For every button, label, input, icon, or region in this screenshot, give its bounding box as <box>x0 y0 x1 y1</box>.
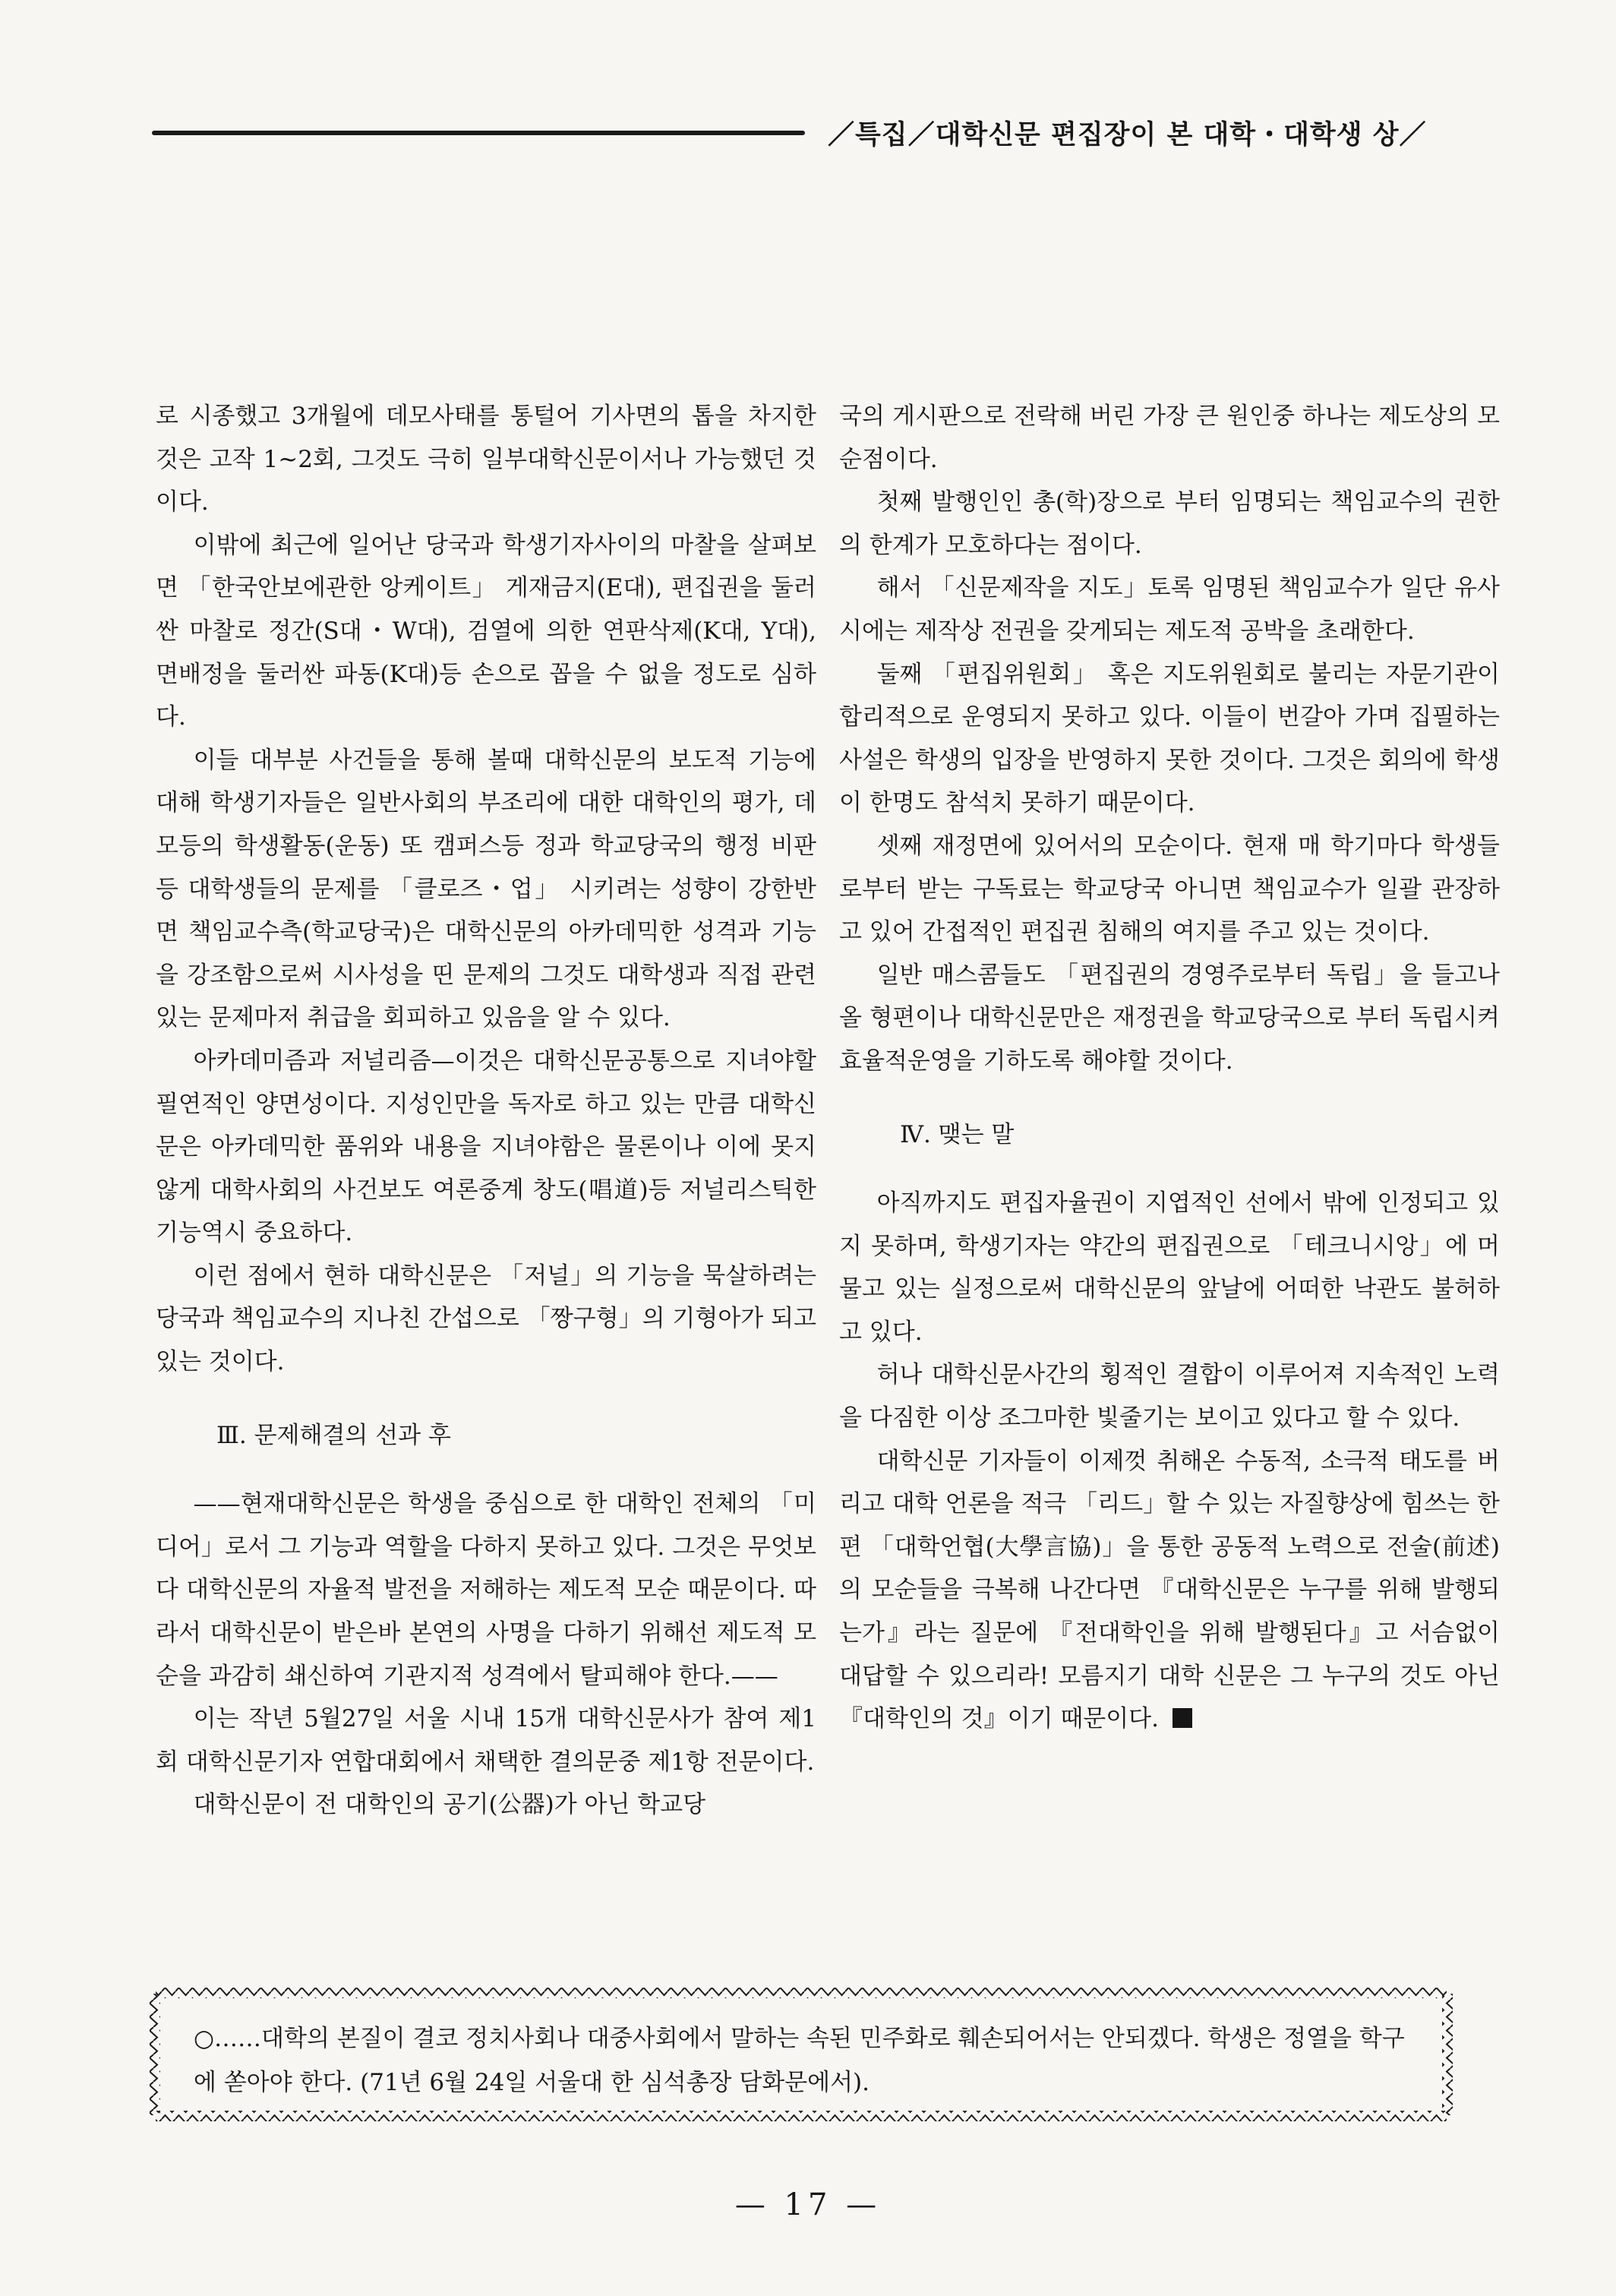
paragraph: 이들 대부분 사건들을 통해 볼때 대학신문의 보도적 기능에 대해 학생기자들은 일반사회의 부조리에 대한 대학인의 평가, 데모등의 학생활동(운동) 또 캠퍼스등 정과 학교당국의 행정 비판등 대학생들의 문제를 「클로즈・업」 시키려는 성향이 강한반면 책임교수측(학교당국)은 대학신문의 아카데믹한 성격과 기능을 강조함으로써 시사성을 띤 문제의 그것도 대학생과 직접 관련있는 문제마저 취급을 회피하고 있음을 알 수 있다. <box>156 746 816 1032</box>
final-text: 대학신문 기자들이 이제껏 취해온 수동적, 소극적 태도를 버리고 대학 언론을 적극 「리드」할 수 있는 자질향상에 힘쓰는 한편 「대학언협(大學言協)」을 통한 공동적 노력으로 전술(前述)의 모순들을 극복해 나간다면 『대학신문은 누구를 위해 발행되는가』라는 질문에 『전대학인을 위해 발행된다』고 서슴없이 대답할 수 있으리라! 모름지기 대학 신문은 그 누구의 것도 아닌『대학인의 것』이기 때문이다. <box>839 1447 1500 1733</box>
header-rule <box>152 131 805 135</box>
paragraph: 둘째 「편집위원회」 혹은 지도위원회로 불리는 자문기관이 합리적으로 운영되지 못하고 있다. 이들이 번갈아 가며 집필하는 사설은 학생의 입장을 반영하지 못한 것이다. 그것은 회의에 학생이 한명도 참석치 못하기 때문이다. <box>839 660 1500 817</box>
section-heading-4: Ⅳ. 맺는 말 <box>900 1120 1015 1148</box>
paragraph: 셋째 재정면에 있어서의 모순이다. 현재 매 학기마다 학생들로부터 받는 구독료는 학교당국 아니면 책임교수가 일괄 관장하고 있어 간접적인 편집권 침해의 여지를 주고 있는 것이다. <box>839 832 1500 946</box>
left-column <box>156 395 816 1827</box>
page-header <box>152 114 1458 159</box>
quote-text: ○……대학의 본질이 결코 정치사회나 대중사회에서 말하는 속된 민주화로 훼손되어서는 안되겠다. 학생은 정열을 학구에 쏟아야 한다. (71년 6월 24일 서울대 한 심석총장 담화문에서). <box>194 2025 1405 2096</box>
quote-box <box>148 1986 1454 2123</box>
paragraph: 허나 대학신문사간의 횡적인 결합이 이루어져 지속적인 노력을 다짐한 이상 조그마한 빛줄기는 보이고 있다고 할 수 있다. <box>839 1361 1500 1432</box>
paragraph: 이런 점에서 현하 대학신문은 「저널」의 기능을 묵살하려는 당국과 책임교수의 지나친 간섭으로 「짱구형」의 기형아가 되고 있는 것이다. <box>156 1262 816 1376</box>
paragraph: ——현재대학신문은 학생을 중심으로 한 대학인 전체의 「미디어」로서 그 기능과 역할을 다하지 못하고 있다. 그것은 무엇보다 대학신문의 자율적 발전을 저해하는 제도적 모순 때문이다. 따라서 대학신문이 받은바 본연의 사명을 다하기 위해선 제도적 모순을 과감히 쇄신하여 기관지적 성격에서 탈피해야 한다.—— <box>156 1490 816 1690</box>
paragraph: 이밖에 최근에 일어난 당국과 학생기자사이의 마찰을 살펴보면 「한국안보에관한 앙케이트」 게재금지(E대), 편집권을 둘러싼 마찰로 정간(S대・W대), 검열에 의한 연판삭제(K대, Y대), 면배정을 둘러싼 파동(K대)등 손으로 꼽을 수 없을 정도로 심하다. <box>156 531 816 731</box>
paragraph: 아직까지도 편집자율권이 지엽적인 선에서 밖에 인정되고 있지 못하며, 학생기자는 약간의 편집권으로 「테크니시앙」에 머물고 있는 실정으로써 대학신문의 앞날에 어떠한 낙관도 불허하고 있다. <box>839 1189 1500 1346</box>
paragraph: 아카데미즘과 저널리즘—이것은 대학신문공통으로 지녀야할 필연적인 양면성이다. 지성인만을 독자로 하고 있는 만큼 대학신문은 아카데믹한 품위와 내용을 지녀야함은 물론이나 이에 못지않게 대학사회의 사건보도 여론중계 창도(唱道)등 저널리스틱한 기능역시 중요하다. <box>156 1047 816 1247</box>
section-heading-3: Ⅲ. 문제해결의 선과 후 <box>216 1421 451 1449</box>
right-column <box>839 395 1500 1741</box>
page-number: — 17 — <box>734 2187 882 2222</box>
paragraph: 해서 「신문제작을 지도」토록 임명된 책임교수가 일단 유사시에는 제작상 전권을 갖게되는 제도적 공박을 초래한다. <box>839 574 1500 645</box>
paragraph: 대학신문이 전 대학인의 공기(公器)가 아닌 학교당 <box>193 1791 706 1819</box>
header-title: ／특집／대학신문 편집장이 본 대학・대학생 상／ <box>828 119 1427 150</box>
paragraph: 로 시종했고 3개월에 데모사태를 통털어 기사면의 톱을 차지한 것은 고작 1~2회, 그것도 극히 일부대학신문이서나 가능했던 것이다. <box>156 403 816 516</box>
end-mark-icon <box>1173 1708 1192 1728</box>
paragraph: 국의 게시판으로 전락해 버린 가장 큰 원인중 하나는 제도상의 모순점이다. <box>839 403 1500 473</box>
paragraph: 첫째 발행인인 총(학)장으로 부터 임명되는 책임교수의 권한의 한계가 모호하다는 점이다. <box>839 488 1500 559</box>
paragraph-final <box>839 1440 1500 1741</box>
paragraph: 이는 작년 5월27일 서울 시내 15개 대학신문사가 참여 제1회 대학신문기자 연합대회에서 채택한 결의문중 제1항 전문이다. <box>156 1705 816 1776</box>
paragraph: 일반 매스콤들도 「편집권의 경영주로부터 독립」을 들고나올 형편이나 대학신문만은 재정권을 학교당국으로 부터 독립시켜 효율적운영을 기하도록 해야할 것이다. <box>839 961 1500 1075</box>
